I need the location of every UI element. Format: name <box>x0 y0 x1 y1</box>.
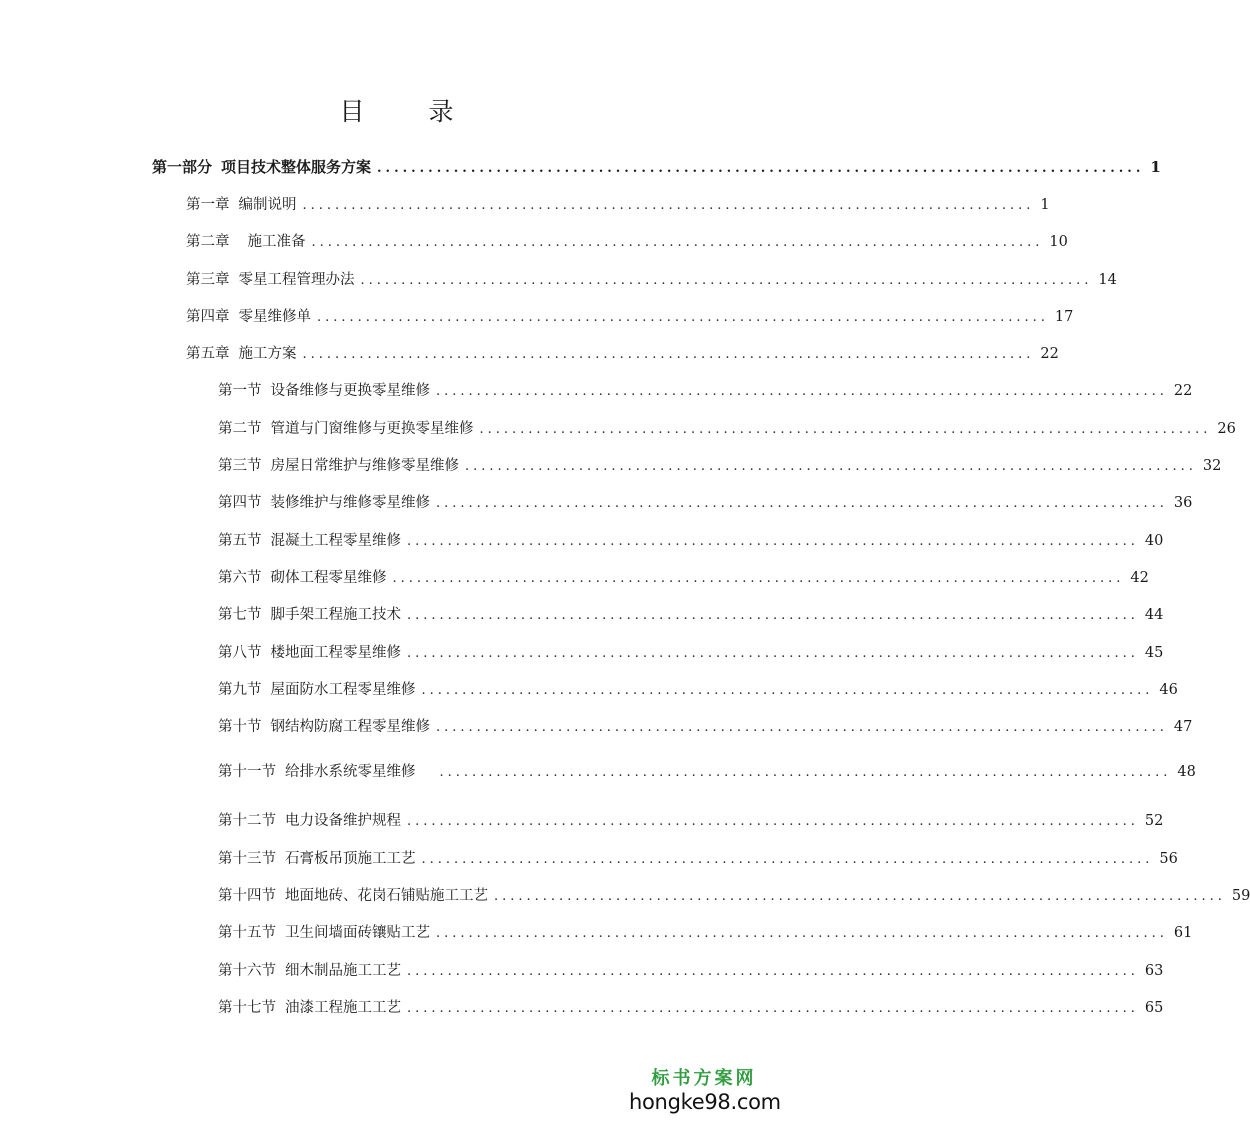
toc-entry-section[interactable] <box>218 643 1164 664</box>
toc-page-number: 26 <box>1217 421 1236 437</box>
toc-page-number: 40 <box>1144 533 1164 549</box>
toc-entry-section[interactable] <box>218 456 1222 477</box>
toc-entry-label: 第八节 楼地面工程零星维修 <box>218 645 401 661</box>
toc-page-number: 42 <box>1130 570 1149 586</box>
toc-leader-dots: .......................................................................................... <box>407 964 1139 979</box>
toc-entry-label: 第六节 砌体工程零星维修 <box>218 570 387 586</box>
toc-leader-dots: .......................................................................................... <box>360 273 1093 288</box>
toc-page-number: 46 <box>1159 682 1178 698</box>
toc-entry-section[interactable] <box>218 717 1193 738</box>
toc-entry-chapter[interactable] <box>186 344 1059 365</box>
toc-leader-dots: .......................................................................................... <box>407 814 1139 829</box>
toc-entry-label: 第十六节 细木制品施工工艺 <box>218 963 401 979</box>
toc-entry-label: 第十五节 卫生间墙面砖镶贴工艺 <box>218 925 430 941</box>
toc-entry-label: 第四章 零星维修单 <box>186 309 311 325</box>
toc-leader-dots: .......................................................................................... <box>436 720 1168 735</box>
toc-entry-section[interactable] <box>218 568 1149 589</box>
toc-entry-label: 第十节 钢结构防腐工程零星维修 <box>218 719 430 735</box>
toc-page-number: 22 <box>1040 346 1059 362</box>
toc-leader-dots: .......................................................................................... <box>436 384 1168 399</box>
toc-entry-label: 第十一节 给排水系统零星维修 <box>218 764 416 780</box>
toc-page-number: 47 <box>1173 719 1193 735</box>
toc-page-number: 44 <box>1144 607 1164 623</box>
toc-entry-chapter[interactable] <box>186 270 1117 291</box>
toc-page-number: 63 <box>1144 963 1164 979</box>
toc-leader-dots: .......................................................................................... <box>302 198 1035 213</box>
toc-entry-chapter[interactable] <box>186 195 1050 216</box>
toc-page-number: 32 <box>1202 458 1222 474</box>
toc-leader-dots: .......................................................................................... <box>465 459 1197 474</box>
toc-page-number: 10 <box>1049 234 1068 250</box>
toc-leader-dots: .......................................................................................... <box>494 889 1226 904</box>
page-title: 目 录 <box>339 97 482 126</box>
toc-entry-section[interactable] <box>218 762 1196 783</box>
toc-entry-label: 第七节 脚手架工程施工技术 <box>218 607 401 623</box>
toc-entry-section[interactable] <box>218 923 1193 944</box>
toc-entry-chapter[interactable] <box>186 307 1074 328</box>
toc-entry-label: 第五章 施工方案 <box>186 346 297 362</box>
toc-page-number: 65 <box>1144 1000 1164 1016</box>
toc-entry-label: 第二节 管道与门窗维修与更换零星维修 <box>218 421 474 437</box>
toc-page-number: 52 <box>1144 813 1164 829</box>
toc-entry-section[interactable] <box>218 849 1178 870</box>
toc-page-number: 59 <box>1231 888 1250 904</box>
toc-entry-label: 第二章 施工准备 <box>186 234 306 250</box>
toc-leader-dots: .......................................................................................... <box>407 646 1139 661</box>
toc-entry-chapter[interactable] <box>186 232 1068 253</box>
toc-leader-dots: .......................................................................................... <box>439 765 1172 780</box>
toc-leader-dots: .......................................................................................... <box>317 310 1049 325</box>
toc-entry-label: 第九节 屋面防水工程零星维修 <box>218 682 416 698</box>
toc-page-number: 45 <box>1144 645 1164 661</box>
toc-entry-section[interactable] <box>218 680 1178 701</box>
toc-leader-dots: .......................................................................................... <box>421 852 1154 867</box>
toc-entry-part[interactable] <box>152 157 1161 179</box>
toc-page-number: 17 <box>1054 309 1074 325</box>
toc-entry-section[interactable] <box>218 811 1164 832</box>
toc-leader-dots: .......................................................................................... <box>377 161 1145 176</box>
toc-page-number: 48 <box>1177 764 1196 780</box>
toc-entry-label: 第一章 编制说明 <box>186 197 297 213</box>
toc-page-number: 22 <box>1173 383 1193 399</box>
toc-page-number: 61 <box>1173 925 1193 941</box>
toc-entry-label: 第十二节 电力设备维护规程 <box>218 813 401 829</box>
toc-entry-section[interactable] <box>218 886 1250 907</box>
toc-entry-label: 第十四节 地面地砖、花岗石铺贴施工工艺 <box>218 888 488 904</box>
toc-leader-dots: .......................................................................................... <box>311 235 1044 250</box>
toc-leader-dots: .......................................................................................... <box>392 571 1125 586</box>
toc-entry-section[interactable] <box>218 961 1164 982</box>
toc-page-number: 56 <box>1159 851 1178 867</box>
watermark-name: 标书方案网 <box>651 1068 757 1089</box>
toc-leader-dots: .......................................................................................... <box>421 683 1154 698</box>
toc-page-number: 14 <box>1098 272 1117 288</box>
toc-page-number: 1 <box>1150 158 1161 176</box>
toc-entry-section[interactable] <box>218 419 1236 440</box>
toc-entry-label: 第一节 设备维修与更换零星维修 <box>218 383 430 399</box>
watermark-url: hongke98.com <box>629 1090 781 1114</box>
toc-entry-section[interactable] <box>218 381 1193 402</box>
toc-entry-label: 第十三节 石膏板吊顶施工工艺 <box>218 851 416 867</box>
toc-page-number: 36 <box>1173 495 1193 511</box>
toc-entry-label: 第十七节 油漆工程施工工艺 <box>218 1000 401 1016</box>
toc-entry-label: 第三章 零星工程管理办法 <box>186 272 355 288</box>
toc-entry-label: 第一部分 项目技术整体服务方案 <box>152 158 372 176</box>
toc-entry-label: 第五节 混凝土工程零星维修 <box>218 533 401 549</box>
toc-page-number: 1 <box>1040 197 1050 213</box>
toc-leader-dots: .......................................................................................... <box>407 534 1139 549</box>
toc-entry-section[interactable] <box>218 605 1164 626</box>
toc-leader-dots: .......................................................................................... <box>407 1001 1139 1016</box>
toc-leader-dots: .......................................................................................... <box>407 608 1139 623</box>
toc-leader-dots: .......................................................................................... <box>436 496 1168 511</box>
toc-entry-section[interactable] <box>218 531 1164 552</box>
site-watermark <box>629 1068 779 1114</box>
toc-leader-dots: .......................................................................................... <box>436 926 1168 941</box>
toc-entry-label: 第四节 装修维护与维修零星维修 <box>218 495 430 511</box>
toc-entry-label: 第三节 房屋日常维护与维修零星维修 <box>218 458 459 474</box>
toc-leader-dots: .......................................................................................... <box>479 422 1212 437</box>
toc-entry-section[interactable] <box>218 493 1193 514</box>
toc-leader-dots: .......................................................................................... <box>302 347 1035 362</box>
toc-entry-section[interactable] <box>218 998 1164 1019</box>
